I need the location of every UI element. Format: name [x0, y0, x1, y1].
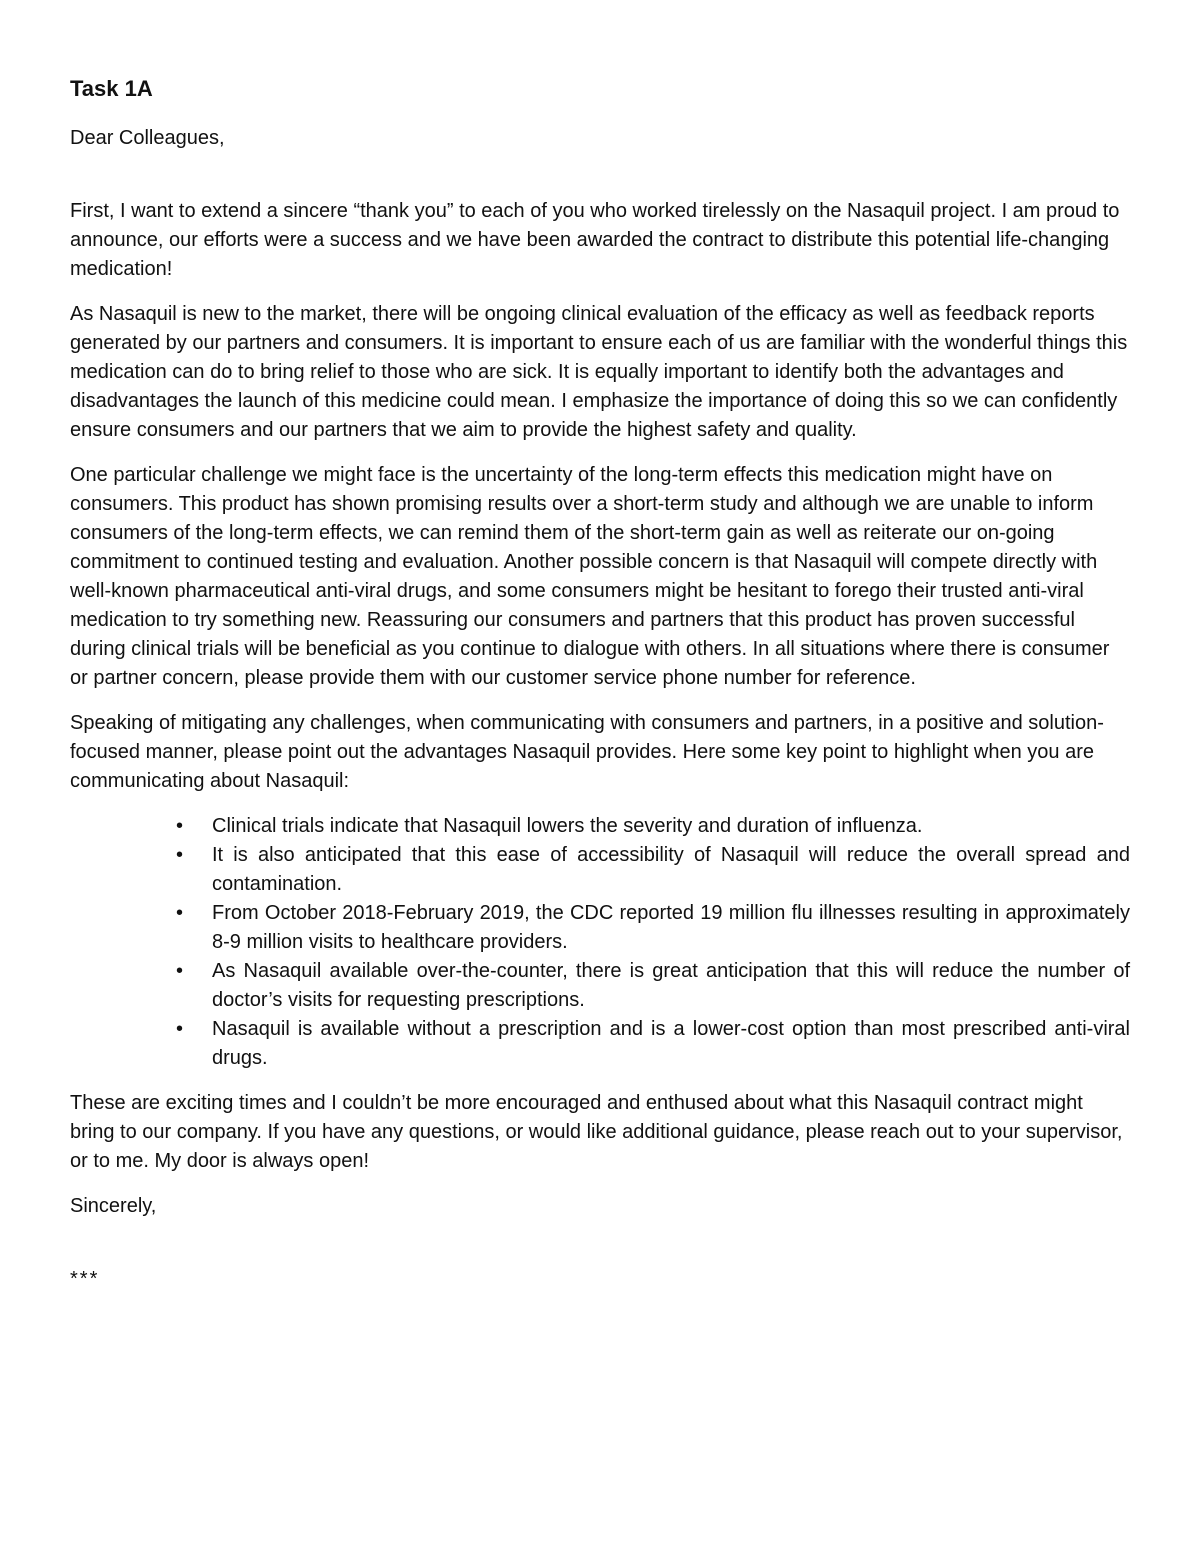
paragraph-thank-you: First, I want to extend a sincere “thank you” to each of you who worked tirelessly on the Nasaquil project. I am proud to announce, our efforts were a success and we have been awarded the contract to distribute this potential life-changing medication!	[70, 200, 1120, 280]
list-item	[176, 812, 1130, 841]
list-item-text: Clinical trials indicate that Nasaquil lowers the severity and duration of influenza.	[212, 815, 923, 837]
list-item	[176, 899, 1130, 957]
bullet-icon: •	[176, 902, 184, 924]
list-item-text: From October 2018-February 2019, the CDC reported 19 million flu illnesses resulting in approximately 8-9 million visits to healthcare providers.	[212, 902, 1130, 953]
bullet-icon: •	[176, 1018, 184, 1040]
list-item-text: As Nasaquil available over-the-counter, there is great anticipation that this will reduce the number of doctor’s visits for requesting prescriptions.	[212, 960, 1130, 1011]
paragraph-key-points-intro: Speaking of mitigating any challenges, when communicating with consumers and partners, in a positive and solution-focused manner, please point out the advantages Nasaquil provides. Here some key point to highlight when you are communicating about Nasaquil:	[70, 712, 1104, 792]
list-item-text: It is also anticipated that this ease of accessibility of Nasaquil will reduce the overall spread and contamination.	[212, 844, 1130, 895]
paragraph-challenges: One particular challenge we might face is the uncertainty of the long-term effects this medication might have on consumers. This product has shown promising results over a short-term study and although we are unable to inform consumers of the long-term effects, we can remind them of the short-term gain as well as reiterate our on-going commitment to continued testing and evaluation. Another possible concern is that Nasaquil will compete directly with well-known pharmaceutical anti-viral drugs, and some consumers might be hesitant to forego their trusted anti-viral medication to try something new. Reassuring our consumers and partners that this product has proven successful during clinical trials will be beneficial as you continue to dialogue with others. In all situations where there is consumer or partner concern, please provide them with our customer service phone number for reference.	[70, 464, 1110, 689]
key-points-list	[70, 812, 1130, 1073]
document-title: Task 1A	[70, 76, 153, 101]
list-item	[176, 1015, 1130, 1073]
bullet-icon: •	[176, 815, 184, 837]
letter-greeting: Dear Colleagues,	[70, 127, 225, 149]
letter-page	[70, 74, 1130, 1294]
letter-signature: ***	[70, 1268, 100, 1290]
bullet-icon: •	[176, 844, 184, 866]
letter-closing: Sincerely,	[70, 1195, 157, 1217]
list-item	[176, 957, 1130, 1015]
list-item	[176, 841, 1130, 899]
bullet-icon: •	[176, 960, 184, 982]
list-item-text: Nasaquil is available without a prescription and is a lower-cost option than most prescribed anti-viral drugs.	[212, 1018, 1130, 1069]
paragraph-evaluation: As Nasaquil is new to the market, there will be ongoing clinical evaluation of the efficacy as well as feedback reports generated by our partners and consumers. It is important to ensure each of us are familiar with the wonderful things this medication can do to bring relief to those who are sick. It is equally important to identify both the advantages and disadvantages the launch of this medicine could mean. I emphasize the importance of doing this so we can confidently ensure consumers and our partners that we aim to provide the highest safety and quality.	[70, 303, 1128, 441]
paragraph-closing-remarks: These are exciting times and I couldn’t be more encouraged and enthused about what this Nasaquil contract might bring to our company. If you have any questions, or would like additional guidance, please reach out to your supervisor, or to me. My door is always open!	[70, 1092, 1123, 1172]
